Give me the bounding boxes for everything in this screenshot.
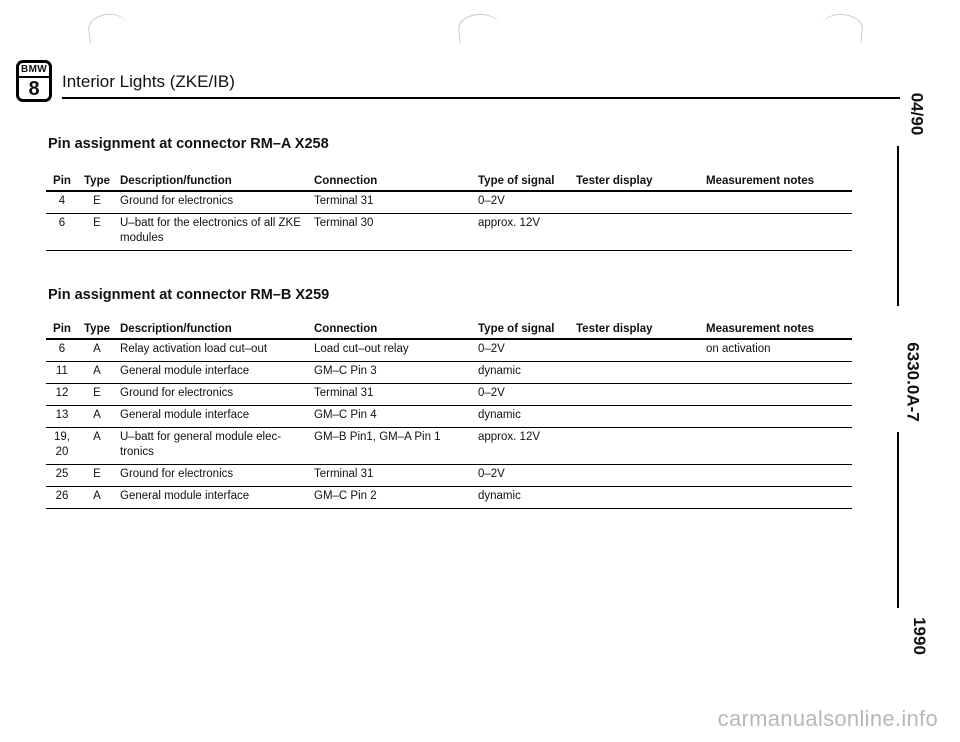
cell-tester bbox=[572, 406, 702, 428]
col-header-type: Type bbox=[78, 320, 116, 339]
cell-description: U–batt for general module elec- tronics bbox=[116, 428, 310, 465]
side-divider-top bbox=[897, 146, 899, 306]
table-row bbox=[46, 384, 852, 406]
logo-model: 8 bbox=[28, 78, 40, 100]
table-header-row bbox=[46, 172, 852, 191]
cell-pin: 26 bbox=[46, 487, 78, 509]
cell-connection: Terminal 31 bbox=[310, 191, 474, 214]
cell-connection: GM–C Pin 4 bbox=[310, 406, 474, 428]
cell-type: E bbox=[78, 465, 116, 487]
cell-connection: Load cut–out relay bbox=[310, 339, 474, 362]
table-row bbox=[46, 406, 852, 428]
cell-notes bbox=[702, 214, 852, 251]
cell-description: General module interface bbox=[116, 487, 310, 509]
table-row bbox=[46, 465, 852, 487]
logo-brand: BMW bbox=[19, 63, 49, 78]
cell-tester bbox=[572, 362, 702, 384]
scan-mark-left bbox=[86, 11, 128, 43]
watermark: carmanualsonline.info bbox=[717, 706, 938, 731]
cell-connection: GM–C Pin 3 bbox=[310, 362, 474, 384]
scan-mark-center bbox=[457, 12, 501, 43]
cell-description: General module interface bbox=[116, 406, 310, 428]
section-title-x258: Pin assignment at connector RM–A X258 bbox=[48, 136, 329, 152]
cell-tester bbox=[572, 428, 702, 465]
cell-notes bbox=[702, 384, 852, 406]
cell-pin: 11 bbox=[46, 362, 78, 384]
cell-type: A bbox=[78, 487, 116, 509]
col-header-signal: Type of signal bbox=[474, 172, 572, 191]
side-page-ref: 6330.0A-7 bbox=[903, 342, 923, 422]
table-row bbox=[46, 339, 852, 362]
cell-notes bbox=[702, 465, 852, 487]
cell-type: A bbox=[78, 339, 116, 362]
cell-notes bbox=[702, 487, 852, 509]
bmw-8-logo-icon bbox=[16, 60, 52, 102]
cell-description: General module interface bbox=[116, 362, 310, 384]
cell-type: A bbox=[78, 428, 116, 465]
cell-description: Ground for electronics bbox=[116, 384, 310, 406]
cell-tester bbox=[572, 487, 702, 509]
cell-tester bbox=[572, 465, 702, 487]
cell-connection: Terminal 31 bbox=[310, 384, 474, 406]
scan-mark-right bbox=[821, 12, 865, 43]
cell-signal: 0–2V bbox=[474, 191, 572, 214]
cell-connection: GM–C Pin 2 bbox=[310, 487, 474, 509]
cell-notes bbox=[702, 406, 852, 428]
cell-type: A bbox=[78, 406, 116, 428]
cell-tester bbox=[572, 214, 702, 251]
side-year: 1990 bbox=[910, 617, 930, 655]
table-row bbox=[46, 191, 852, 214]
cell-signal: dynamic bbox=[474, 406, 572, 428]
cell-type: E bbox=[78, 384, 116, 406]
cell-signal: dynamic bbox=[474, 487, 572, 509]
col-header-pin: Pin bbox=[46, 172, 78, 191]
table-row bbox=[46, 214, 852, 251]
cell-description: Relay activation load cut–out bbox=[116, 339, 310, 362]
col-header-description: Description/function bbox=[116, 320, 310, 339]
pin-table-x259 bbox=[46, 320, 852, 509]
cell-notes bbox=[702, 428, 852, 465]
cell-type: E bbox=[78, 214, 116, 251]
table-row bbox=[46, 487, 852, 509]
cell-pin: 12 bbox=[46, 384, 78, 406]
cell-signal: 0–2V bbox=[474, 384, 572, 406]
table-body bbox=[46, 339, 852, 509]
col-header-notes: Measurement notes bbox=[702, 320, 852, 339]
cell-signal: dynamic bbox=[474, 362, 572, 384]
table-row bbox=[46, 428, 852, 465]
col-header-tester: Tester display bbox=[572, 320, 702, 339]
col-header-notes: Measurement notes bbox=[702, 172, 852, 191]
col-header-tester: Tester display bbox=[572, 172, 702, 191]
cell-connection: Terminal 31 bbox=[310, 465, 474, 487]
cell-notes bbox=[702, 191, 852, 214]
cell-signal: 0–2V bbox=[474, 339, 572, 362]
cell-tester bbox=[572, 191, 702, 214]
title-divider bbox=[62, 97, 900, 99]
cell-signal: approx. 12V bbox=[474, 428, 572, 465]
page-title: Interior Lights (ZKE/IB) bbox=[62, 72, 235, 91]
cell-pin: 6 bbox=[46, 214, 78, 251]
cell-signal: approx. 12V bbox=[474, 214, 572, 251]
cell-connection: GM–B Pin1, GM–A Pin 1 bbox=[310, 428, 474, 465]
side-divider-bottom bbox=[897, 432, 899, 608]
cell-notes: on activation bbox=[702, 339, 852, 362]
cell-pin: 4 bbox=[46, 191, 78, 214]
col-header-description: Description/function bbox=[116, 172, 310, 191]
section-title-x259: Pin assignment at connector RM–B X259 bbox=[48, 287, 330, 303]
pin-table-x258 bbox=[46, 172, 852, 251]
cell-type: E bbox=[78, 191, 116, 214]
cell-connection: Terminal 30 bbox=[310, 214, 474, 251]
col-header-type: Type bbox=[78, 172, 116, 191]
col-header-pin: Pin bbox=[46, 320, 78, 339]
col-header-connection: Connection bbox=[310, 172, 474, 191]
col-header-connection: Connection bbox=[310, 320, 474, 339]
cell-signal: 0–2V bbox=[474, 465, 572, 487]
cell-description: Ground for electronics bbox=[116, 465, 310, 487]
table-header-row bbox=[46, 320, 852, 339]
cell-tester bbox=[572, 339, 702, 362]
side-date: 04/90 bbox=[907, 92, 927, 136]
cell-type: A bbox=[78, 362, 116, 384]
cell-pin: 13 bbox=[46, 406, 78, 428]
cell-pin: 19, 20 bbox=[46, 428, 78, 465]
table-row bbox=[46, 362, 852, 384]
cell-tester bbox=[572, 384, 702, 406]
cell-notes bbox=[702, 362, 852, 384]
cell-description: Ground for electronics bbox=[116, 191, 310, 214]
table-body bbox=[46, 191, 852, 251]
cell-pin: 25 bbox=[46, 465, 78, 487]
cell-description: U–batt for the electronics of all ZKE modules bbox=[116, 214, 310, 251]
col-header-signal: Type of signal bbox=[474, 320, 572, 339]
cell-pin: 6 bbox=[46, 339, 78, 362]
